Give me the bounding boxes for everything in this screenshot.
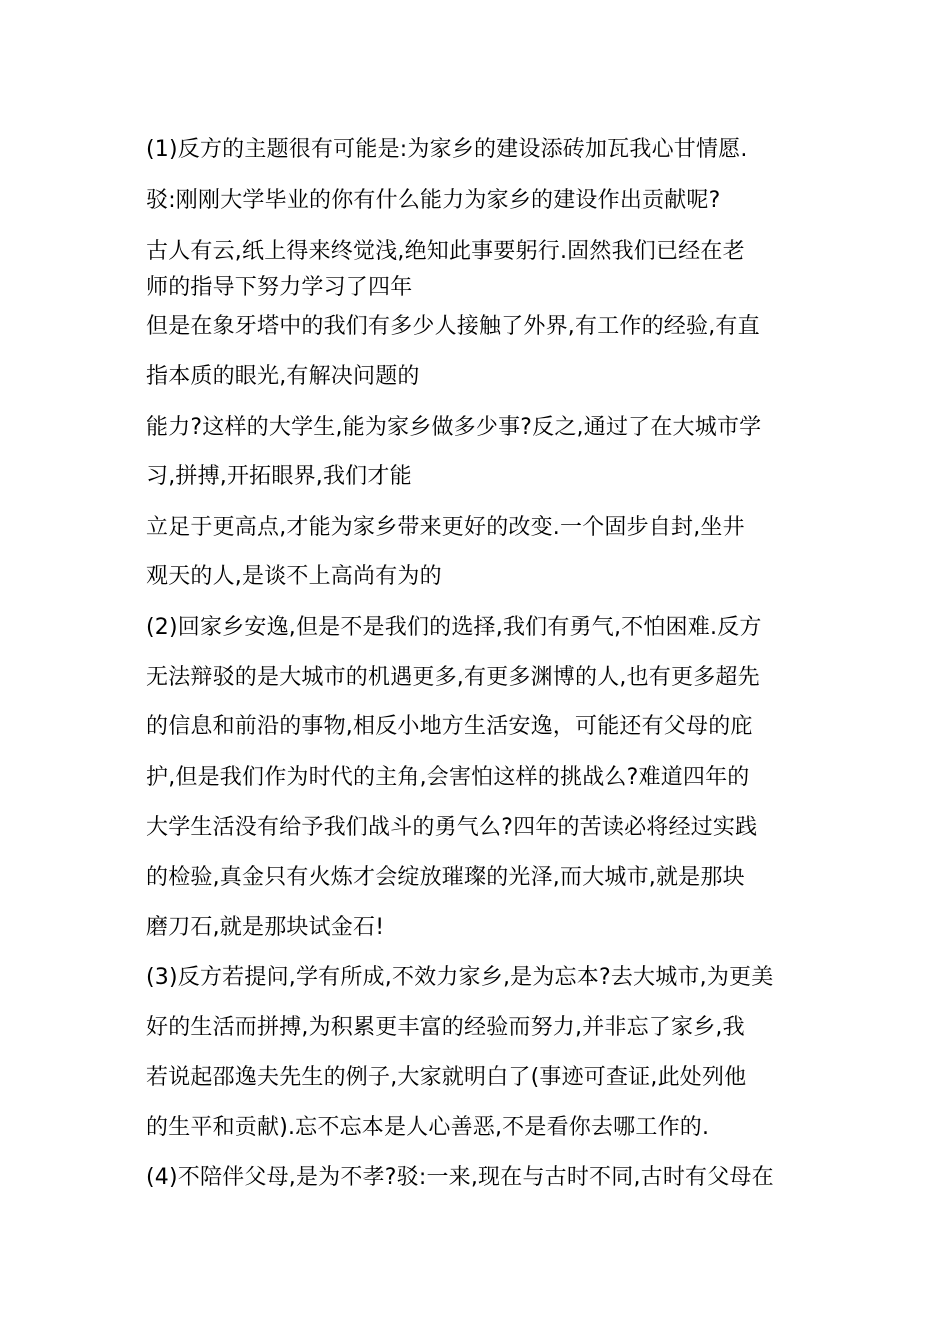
text-line: 古人有云,纸上得来终觉浅,绝知此事要躬行.固然我们已经在老 [146,239,745,264]
text-line: 观天的人,是谈不上高尚有为的 [146,564,442,589]
text-line: 大学生活没有给予我们战斗的勇气么?四年的苦读必将经过实践 [146,815,758,840]
text-line: 的检验,真金只有火炼才会绽放璀璨的光泽,而大城市,就是那块 [146,865,745,890]
text-line: 但是在象牙塔中的我们有多少人接触了外界,有工作的经验,有直 [146,314,760,339]
text-line: 的信息和前沿的事物,相反小地方生活安逸，可能还有父母的庇 [146,714,753,739]
text-line: (4)不陪伴父母,是为不孝?驳:一来,现在与古时不同,古时有父母在 [146,1165,774,1190]
text-line: 师的指导下努力学习了四年 [146,275,413,300]
text-line: 若说起邵逸夫先生的例子,大家就明白了(事迹可查证,此处列他 [146,1065,747,1090]
text-line: 好的生活而拼搏,为积累更丰富的经验而努力,并非忘了家乡,我 [146,1015,745,1040]
text-line: 习,拼搏,开拓眼界,我们才能 [146,464,412,489]
text-line: 指本质的眼光,有解决问题的 [146,364,420,389]
text-line: 磨刀石,就是那块试金石! [146,915,385,940]
text-line: 驳:刚刚大学毕业的你有什么能力为家乡的建设作出贡献呢? [146,188,721,213]
text-line: 无法辩驳的是大城市的机遇更多,有更多渊博的人,也有更多超先 [146,665,760,690]
text-line: (2)回家乡安逸,但是不是我们的选择,我们有勇气,不怕困难.反方 [146,615,762,640]
text-line: (1)反方的主题很有可能是:为家乡的建设添砖加瓦我心甘情愿. [146,137,748,162]
text-line: 能力?这样的大学生,能为家乡做多少事?反之,通过了在大城市学 [146,415,762,440]
text-line: 护,但是我们作为时代的主角,会害怕这样的挑战么?难道四年的 [146,765,750,790]
text-line: 立足于更高点,才能为家乡带来更好的改变.一个固步自封,坐井 [146,515,745,540]
text-line: 的生平和贡献).忘不忘本是人心善恶,不是看你去哪工作的. [146,1115,710,1140]
text-line: (3)反方若提问,学有所成,不效力家乡,是为忘本?去大城市,为更美 [146,965,774,990]
